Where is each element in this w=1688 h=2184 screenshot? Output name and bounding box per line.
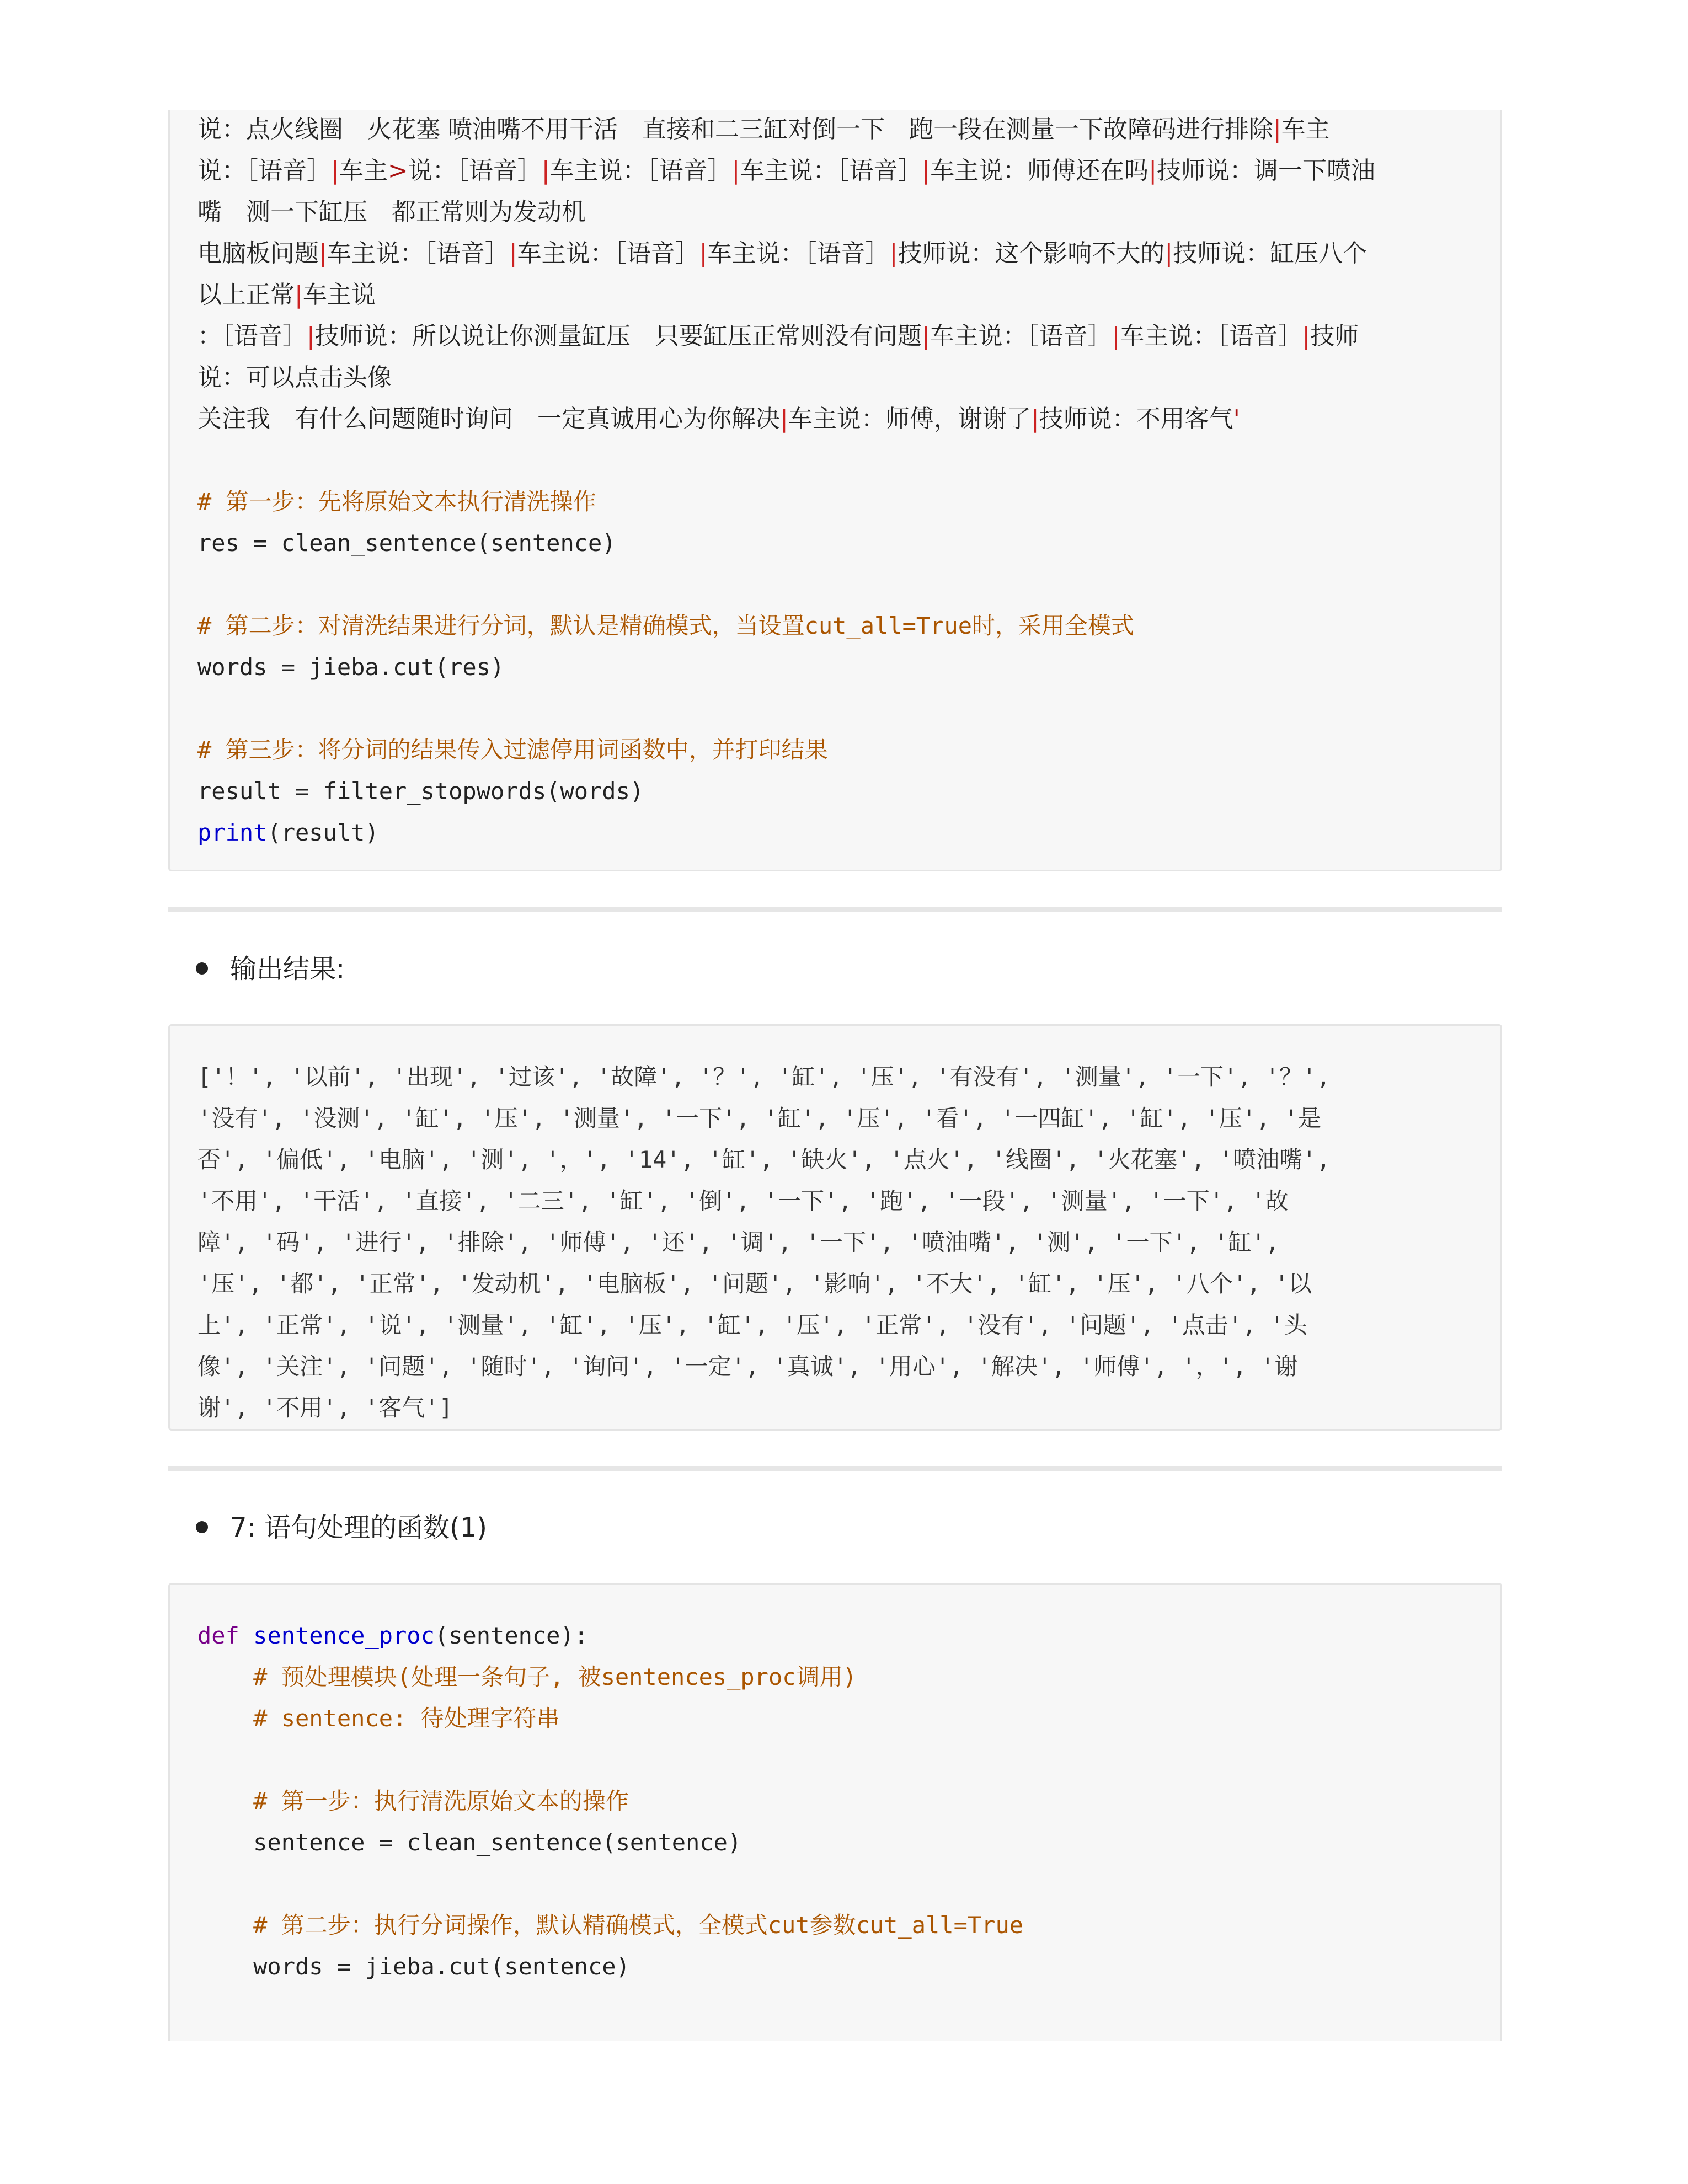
code-token: 车主说：［语音］ [740, 157, 922, 185]
code-line [197, 315, 1359, 357]
code-token: 说：［语音］ [408, 157, 542, 185]
code-line [197, 109, 1330, 150]
code-token: 以上正常 [197, 281, 295, 309]
code-token: (result) [267, 819, 379, 846]
code-comment: # 第一步：执行清洗原始文本的操作 [197, 1787, 629, 1814]
code-line [197, 150, 1375, 191]
code-line [197, 1904, 1023, 1946]
output-line: 谢', '不用', '客气'] [197, 1394, 453, 1421]
code-line [197, 1615, 588, 1656]
separator: | [1149, 157, 1157, 185]
code-token: 说：［语音］ [197, 157, 331, 185]
bullet-label: 输出结果: [230, 954, 345, 984]
code-token: (sentence): [434, 1622, 589, 1649]
output-line: ['！', '以前', '出现', '过该', '故障', '？', '缸', '压', '有没有', '测量', '一下', '？', [197, 1063, 1331, 1090]
code-token: sentence_proc [253, 1622, 435, 1649]
code-token: 技师说：不用客气 [1039, 405, 1233, 433]
code-line [197, 812, 379, 853]
code-token: words = jieba.cut(sentence) [197, 1953, 630, 1980]
code-line [197, 191, 586, 233]
code-token: 车主说：［语音］ [327, 239, 509, 267]
code-token: 嘴 测一下缸压 都正常则为发动机 [197, 198, 586, 226]
code-line [197, 398, 1240, 440]
code-token: 车主说：师傅，谢谢了 [788, 405, 1031, 433]
code-token: 技师说：这个影响不大的 [898, 239, 1165, 267]
code-token: 技师说：所以说让你测量缸压 只要缸压正常则没有问题 [314, 322, 922, 350]
bullet-sentence-proc [196, 1507, 487, 1549]
code-block-clean-and-cut [168, 110, 1502, 871]
code-line [197, 1780, 629, 1822]
separator: | [295, 281, 303, 309]
code-comment: # sentence: 待处理字符串 [197, 1705, 560, 1732]
code-token: sentence = clean_sentence(sentence) [197, 1829, 742, 1856]
code-token: print [197, 819, 268, 846]
code-token: result = filter_stopwords(words) [197, 778, 644, 805]
separator: | [699, 239, 708, 267]
bullet-dot-icon [196, 962, 208, 975]
bullet-output-result [196, 949, 345, 990]
separator: | [922, 157, 931, 185]
code-token [239, 1622, 253, 1649]
code-block-sentence-proc [168, 1583, 1502, 2041]
code-token: ' [1233, 405, 1240, 433]
code-line [197, 646, 504, 688]
code-token: 说：点火线圈 火花塞 喷油嘴不用干活 直接和二三缸对倒一下 跑一段在测量一下故障码进行排除 [197, 115, 1273, 143]
code-token: def [197, 1622, 239, 1649]
code-line [197, 1946, 630, 1987]
section-divider [168, 1466, 1502, 1471]
output-line: 否', '偏低', '电脑', '测', '，', '14', '缸', '缺火', '点火', '线圈', '火花塞', '喷油嘴', [197, 1146, 1331, 1173]
code-token: 车主说：［语音］ [1120, 322, 1302, 350]
code-line [197, 1698, 560, 1739]
code-line [197, 1656, 857, 1698]
code-line [197, 274, 376, 315]
output-line: '压', '都', '正常', '发动机', '电脑板', '问题', '影响', '不大', '缸', '压', '八个', '以 [197, 1270, 1312, 1297]
code-comment: # 第二步：执行分词操作，默认精确模式，全模式cut参数cut_all=True [197, 1912, 1024, 1939]
output-line: '没有', '没测', '缸', '压', '测量', '一下', '缸', '压', '看', '一四缸', '缸', '压', '是 [197, 1105, 1322, 1132]
code-token: 说：可以点击头像 [197, 363, 392, 392]
bullet-label: 7: 语句处理的函数(1) [230, 1512, 487, 1543]
code-token: 车主说：［语音］ [930, 322, 1112, 350]
code-token: 车主说：［语音］ [517, 239, 699, 267]
output-line: 障', '码', '进行', '排除', '师傅', '还', '调', '一下', '喷油嘴', '测', '一下', '缸', [197, 1229, 1280, 1256]
output-block [168, 1024, 1502, 1431]
code-line [197, 770, 644, 812]
code-token: 电脑板问题 [197, 239, 319, 267]
code-line [197, 522, 616, 564]
code-line [197, 481, 596, 522]
separator: | [921, 322, 930, 350]
code-token: words = jieba.cut(res) [197, 654, 505, 681]
separator: | [331, 157, 339, 185]
code-token: 车主 [1281, 115, 1330, 143]
separator: | [731, 157, 740, 185]
code-token: 车主说：师傅还在吗 [930, 157, 1149, 185]
code-token: > [387, 157, 408, 185]
bullet-dot-icon [196, 1521, 208, 1533]
code-token: 车主说 [302, 281, 376, 309]
code-token: 关注我 有什么问题随时询问 一定真诚用心为你解决 [197, 405, 780, 433]
code-token: res = clean_sentence(sentence) [197, 529, 616, 556]
code-comment: # 第二步：对清洗结果进行分词，默认是精确模式，当设置cut_all=True时，采用全模式 [197, 612, 1135, 639]
separator: | [1030, 405, 1039, 433]
separator: | [889, 239, 898, 267]
section-divider [168, 907, 1502, 912]
separator: | [1112, 322, 1120, 350]
code-comment: # 预处理模块(处理一条句子, 被sentences_proc调用) [197, 1663, 857, 1690]
code-token: 车主 [339, 157, 388, 185]
code-token: 车主说：［语音］ [707, 239, 890, 267]
code-line [197, 357, 392, 398]
code-token: 技师说：调一下喷油 [1157, 157, 1376, 185]
code-token: 技师 [1310, 322, 1359, 350]
output-line: 上', '正常', '说', '测量', '缸', '压', '缸', '压', '正常', '没有', '问题', '点击', '头 [197, 1312, 1307, 1339]
separator: | [1302, 322, 1311, 350]
code-token: 技师说：缸压八个 [1173, 239, 1368, 267]
output-line: 像', '关注', '问题', '随时', '询问', '一定', '真诚', '用心', '解决', '师傅', '，', '谢 [197, 1353, 1298, 1380]
separator: | [307, 322, 315, 350]
code-line [197, 1822, 741, 1863]
separator: | [780, 405, 788, 433]
separator: | [1273, 115, 1281, 143]
code-token: 车主说：［语音］ [549, 157, 732, 185]
separator: | [319, 239, 327, 267]
code-line [197, 233, 1367, 274]
code-token: ：［语音］ [197, 322, 307, 350]
separator: | [509, 239, 517, 267]
code-comment: # 第三步：将分词的结果传入过滤停用词函数中，并打印结果 [197, 736, 828, 763]
code-line [197, 605, 1134, 646]
code-comment: # 第一步：先将原始文本执行清洗操作 [197, 488, 596, 515]
separator: | [1164, 239, 1173, 267]
code-line [197, 729, 828, 770]
output-line: '不用', '干活', '直接', '二三', '缸', '倒', '一下', '跑', '一段', '测量', '一下', '故 [197, 1187, 1289, 1214]
separator: | [541, 157, 550, 185]
